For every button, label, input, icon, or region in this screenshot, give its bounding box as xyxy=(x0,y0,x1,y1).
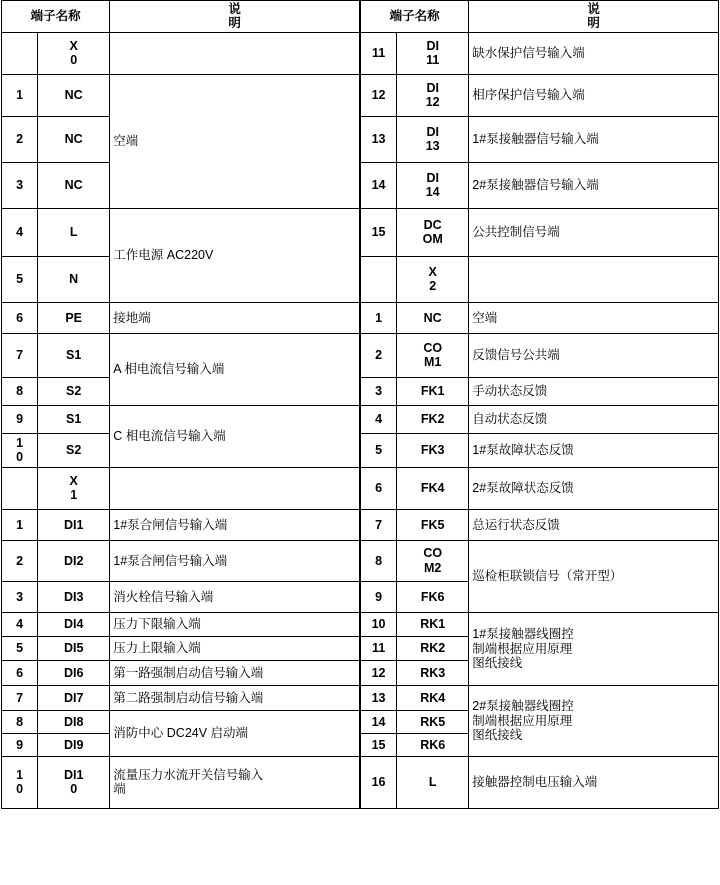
terminal-description-cell: 缺水保护信号输入端 xyxy=(469,32,719,74)
table-row xyxy=(2,581,360,612)
table-row xyxy=(2,208,360,256)
table-row xyxy=(361,333,719,377)
header-description: 说 明 xyxy=(469,1,719,33)
terminal-number-cell: 14 xyxy=(361,710,397,733)
terminal-description-cell: 反馈信号公共端 xyxy=(469,333,719,377)
terminal-number-cell: 8 xyxy=(361,540,397,581)
terminal-description-cell: 空端 xyxy=(110,74,360,208)
terminal-number-cell: 1 0 xyxy=(2,433,38,467)
terminal-description-cell: 压力上限输入端 xyxy=(110,636,360,660)
terminal-name-cell: L xyxy=(397,756,469,808)
terminal-number-cell: 10 xyxy=(361,612,397,636)
terminal-number-cell: 6 xyxy=(2,660,38,685)
terminal-number-cell: 8 xyxy=(2,377,38,405)
terminal-number-cell: 7 xyxy=(361,509,397,540)
terminal-description-cell: 压力下限输入端 xyxy=(110,612,360,636)
terminal-description-cell xyxy=(110,467,360,509)
terminal-description-cell: 第一路强制启动信号输入端 xyxy=(110,660,360,685)
table-row xyxy=(2,710,360,733)
terminal-number-cell: 1 xyxy=(2,509,38,540)
terminal-description-cell: 2#泵接触器线圈控 制端根据应用原理 图纸接线 xyxy=(469,685,719,756)
terminal-number-cell: 4 xyxy=(361,405,397,433)
header-terminal-name: 端子名称 xyxy=(361,1,469,33)
terminal-number-cell: 2 xyxy=(361,333,397,377)
table-row xyxy=(2,405,360,433)
table-row xyxy=(361,377,719,405)
table-row xyxy=(2,74,360,116)
terminal-table-sheet xyxy=(1,0,719,809)
table-row xyxy=(361,208,719,256)
table-row xyxy=(361,256,719,302)
terminal-description-cell: 巡检柜联锁信号（常开型） xyxy=(469,540,719,612)
terminal-name-cell: RK6 xyxy=(397,733,469,756)
table-row xyxy=(361,405,719,433)
terminal-number-cell: 6 xyxy=(2,302,38,333)
terminal-name-cell: FK5 xyxy=(397,509,469,540)
terminal-name-cell: DI 14 xyxy=(397,162,469,208)
table-header-row xyxy=(2,1,360,33)
terminal-description-cell: C 相电流信号输入端 xyxy=(110,405,360,467)
terminal-name-cell: X 1 xyxy=(38,467,110,509)
terminal-number-cell: 1 0 xyxy=(2,756,38,808)
table-row xyxy=(2,612,360,636)
left-terminal-table xyxy=(1,0,360,809)
terminal-name-cell: S2 xyxy=(38,433,110,467)
terminal-name-cell: DI6 xyxy=(38,660,110,685)
terminal-name-cell: NC xyxy=(397,302,469,333)
terminal-number-cell: 5 xyxy=(2,636,38,660)
terminal-number-cell: 8 xyxy=(2,710,38,733)
table-row xyxy=(2,756,360,808)
terminal-name-cell: RK4 xyxy=(397,685,469,710)
terminal-name-cell: NC xyxy=(38,74,110,116)
terminal-name-cell: DI2 xyxy=(38,540,110,581)
terminal-number-cell: 9 xyxy=(361,581,397,612)
two-column-layout xyxy=(1,0,719,809)
terminal-name-cell: FK2 xyxy=(397,405,469,433)
terminal-name-cell: CO M1 xyxy=(397,333,469,377)
terminal-name-cell: FK4 xyxy=(397,467,469,509)
terminal-name-cell: DI3 xyxy=(38,581,110,612)
terminal-description-cell: 1#泵接触器线圈控 制端根据应用原理 图纸接线 xyxy=(469,612,719,685)
terminal-number-cell: 7 xyxy=(2,685,38,710)
table-row xyxy=(361,32,719,74)
terminal-number-cell: 2 xyxy=(2,116,38,162)
table-row xyxy=(2,636,360,660)
terminal-description-cell: 自动状态反馈 xyxy=(469,405,719,433)
terminal-description-cell: 1#泵合闸信号输入端 xyxy=(110,540,360,581)
table-row xyxy=(2,32,360,74)
terminal-name-cell: RK1 xyxy=(397,612,469,636)
terminal-number-cell: 3 xyxy=(361,377,397,405)
terminal-number-cell: 3 xyxy=(2,162,38,208)
terminal-name-cell: DI 13 xyxy=(397,116,469,162)
table-row xyxy=(361,302,719,333)
table-row xyxy=(361,74,719,116)
terminal-number-cell: 1 xyxy=(2,74,38,116)
table-row xyxy=(2,509,360,540)
terminal-description-cell: 相序保护信号输入端 xyxy=(469,74,719,116)
terminal-name-cell: NC xyxy=(38,162,110,208)
terminal-name-cell: PE xyxy=(38,302,110,333)
terminal-number-cell: 9 xyxy=(2,733,38,756)
terminal-description-cell: 1#泵接触器信号输入端 xyxy=(469,116,719,162)
terminal-number-cell: 5 xyxy=(2,256,38,302)
terminal-name-cell: FK6 xyxy=(397,581,469,612)
terminal-number-cell: 6 xyxy=(361,467,397,509)
terminal-number-cell: 16 xyxy=(361,756,397,808)
terminal-name-cell: X 2 xyxy=(397,256,469,302)
header-terminal-name: 端子名称 xyxy=(2,1,110,33)
table-row xyxy=(361,433,719,467)
terminal-number-cell: 4 xyxy=(2,208,38,256)
terminal-number-cell: 11 xyxy=(361,32,397,74)
terminal-description-cell: 公共控制信号端 xyxy=(469,208,719,256)
table-row xyxy=(2,685,360,710)
terminal-number-cell: 9 xyxy=(2,405,38,433)
table-row xyxy=(361,612,719,636)
table-row xyxy=(2,333,360,377)
terminal-name-cell: DI7 xyxy=(38,685,110,710)
terminal-name-cell: DI1 0 xyxy=(38,756,110,808)
terminal-number-cell: 12 xyxy=(361,660,397,685)
terminal-description-cell: A 相电流信号输入端 xyxy=(110,333,360,405)
table-row xyxy=(361,162,719,208)
table-row xyxy=(361,540,719,581)
terminal-name-cell: CO M2 xyxy=(397,540,469,581)
table-row xyxy=(2,467,360,509)
terminal-description-cell: 消火栓信号输入端 xyxy=(110,581,360,612)
table-row xyxy=(361,685,719,710)
table-row xyxy=(2,660,360,685)
terminal-number-cell: 3 xyxy=(2,581,38,612)
terminal-description-cell: 2#泵接触器信号输入端 xyxy=(469,162,719,208)
terminal-description-cell: 空端 xyxy=(469,302,719,333)
terminal-description-cell xyxy=(110,32,360,74)
terminal-number-cell xyxy=(2,467,38,509)
terminal-name-cell: S1 xyxy=(38,333,110,377)
table-row xyxy=(2,302,360,333)
table-row xyxy=(361,116,719,162)
terminal-number-cell: 15 xyxy=(361,733,397,756)
terminal-name-cell: DI4 xyxy=(38,612,110,636)
terminal-number-cell: 5 xyxy=(361,433,397,467)
terminal-description-cell: 手动状态反馈 xyxy=(469,377,719,405)
terminal-name-cell: DI5 xyxy=(38,636,110,660)
right-table-pane xyxy=(360,0,719,809)
terminal-number-cell: 12 xyxy=(361,74,397,116)
terminal-number-cell: 1 xyxy=(361,302,397,333)
terminal-name-cell: S1 xyxy=(38,405,110,433)
terminal-description-cell: 1#泵故障状态反馈 xyxy=(469,433,719,467)
terminal-description-cell: 第二路强制启动信号输入端 xyxy=(110,685,360,710)
terminal-name-cell: L xyxy=(38,208,110,256)
table-row xyxy=(361,756,719,808)
terminal-name-cell: S2 xyxy=(38,377,110,405)
right-terminal-table xyxy=(360,0,719,809)
terminal-number-cell: 11 xyxy=(361,636,397,660)
terminal-number-cell: 2 xyxy=(2,540,38,581)
terminal-name-cell: DI9 xyxy=(38,733,110,756)
terminal-description-cell: 工作电源 AC220V xyxy=(110,208,360,302)
terminal-number-cell: 14 xyxy=(361,162,397,208)
terminal-name-cell: FK1 xyxy=(397,377,469,405)
terminal-number-cell: 4 xyxy=(2,612,38,636)
table-row xyxy=(2,540,360,581)
terminal-name-cell: NC xyxy=(38,116,110,162)
terminal-description-cell: 接触器控制电压输入端 xyxy=(469,756,719,808)
terminal-name-cell: DI 12 xyxy=(397,74,469,116)
terminal-number-cell xyxy=(361,256,397,302)
terminal-number-cell xyxy=(2,32,38,74)
table-row xyxy=(361,467,719,509)
terminal-name-cell: DC OM xyxy=(397,208,469,256)
terminal-description-cell: 流量压力水流开关信号输入 端 xyxy=(110,756,360,808)
terminal-description-cell: 1#泵合闸信号输入端 xyxy=(110,509,360,540)
terminal-name-cell: DI 11 xyxy=(397,32,469,74)
terminal-name-cell: RK5 xyxy=(397,710,469,733)
terminal-name-cell: FK3 xyxy=(397,433,469,467)
terminal-name-cell: N xyxy=(38,256,110,302)
terminal-number-cell: 15 xyxy=(361,208,397,256)
terminal-description-cell: 消防中心 DC24V 启动端 xyxy=(110,710,360,756)
terminal-number-cell: 13 xyxy=(361,116,397,162)
terminal-description-cell xyxy=(469,256,719,302)
terminal-name-cell: DI1 xyxy=(38,509,110,540)
terminal-name-cell: RK2 xyxy=(397,636,469,660)
terminal-description-cell: 接地端 xyxy=(110,302,360,333)
terminal-name-cell: DI8 xyxy=(38,710,110,733)
terminal-number-cell: 7 xyxy=(2,333,38,377)
table-row xyxy=(361,509,719,540)
terminal-description-cell: 总运行状态反馈 xyxy=(469,509,719,540)
left-table-pane xyxy=(1,0,360,809)
header-description: 说 明 xyxy=(110,1,360,33)
terminal-number-cell: 13 xyxy=(361,685,397,710)
terminal-name-cell: RK3 xyxy=(397,660,469,685)
terminal-description-cell: 2#泵故障状态反馈 xyxy=(469,467,719,509)
table-header-row xyxy=(361,1,719,33)
terminal-name-cell: X 0 xyxy=(38,32,110,74)
